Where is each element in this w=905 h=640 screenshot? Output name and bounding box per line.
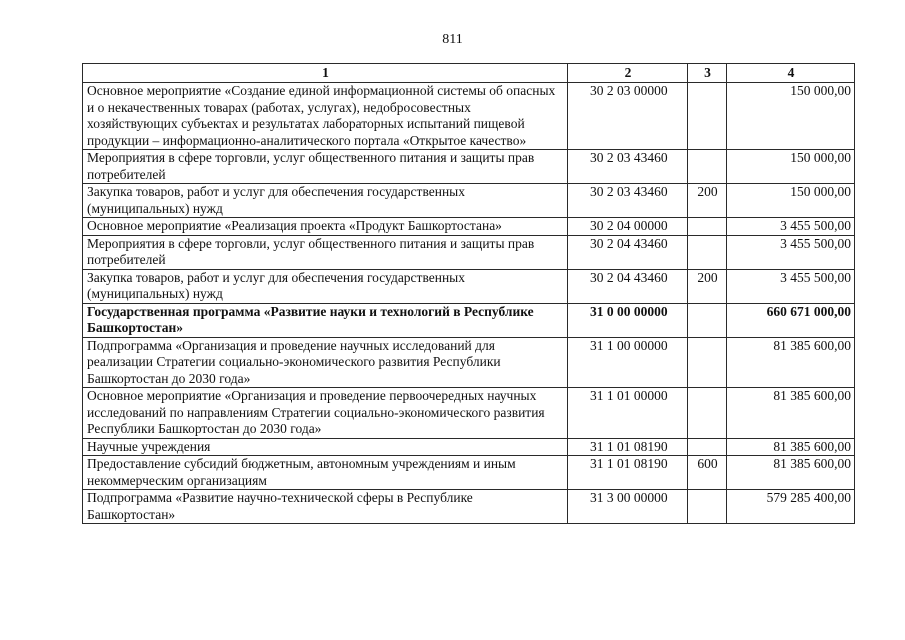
header-col-2: 2 <box>568 64 688 83</box>
row-name-cell: Предоставление субсидий бюджетным, автономным учреждениям и иным некоммерческим организациям <box>83 456 568 490</box>
row-code-cell: 30 2 04 00000 <box>568 218 688 236</box>
row-amount-cell: 660 671 000,00 <box>727 303 855 337</box>
row-name-cell: Мероприятия в сфере торговли, услуг общественного питания и защиты прав потребителей <box>83 150 568 184</box>
row-code-cell: 31 1 01 00000 <box>568 388 688 439</box>
table-row <box>83 388 855 439</box>
row-name-cell: Мероприятия в сфере торговли, услуг общественного питания и защиты прав потребителей <box>83 235 568 269</box>
row-name-cell: Основное мероприятие «Реализация проекта «Продукт Башкортостана» <box>83 218 568 236</box>
budget-table <box>82 63 855 524</box>
row-amount-cell: 3 455 500,00 <box>727 218 855 236</box>
row-code-cell: 30 2 04 43460 <box>568 269 688 303</box>
row-amount-cell: 3 455 500,00 <box>727 269 855 303</box>
row-amount-cell: 81 385 600,00 <box>727 438 855 456</box>
table-row <box>83 337 855 388</box>
row-kvr-cell <box>688 337 727 388</box>
row-amount-cell: 579 285 400,00 <box>727 490 855 524</box>
table-row <box>83 184 855 218</box>
row-kvr-cell: 600 <box>688 456 727 490</box>
row-code-cell: 31 1 01 08190 <box>568 456 688 490</box>
table-row <box>83 235 855 269</box>
table-row <box>83 456 855 490</box>
row-name-cell: Подпрограмма «Организация и проведение научных исследований для реализации Стратегии социально-экономического развития Республики Башкортостан до 2030 года» <box>83 337 568 388</box>
table-row <box>83 303 855 337</box>
table-row <box>83 490 855 524</box>
header-col-1: 1 <box>83 64 568 83</box>
row-kvr-cell <box>688 150 727 184</box>
header-col-4: 4 <box>727 64 855 83</box>
row-kvr-cell <box>688 235 727 269</box>
row-code-cell: 30 2 03 00000 <box>568 83 688 150</box>
row-name-cell: Закупка товаров, работ и услуг для обеспечения государственных (муниципальных) нужд <box>83 269 568 303</box>
row-kvr-cell <box>688 303 727 337</box>
row-code-cell: 30 2 04 43460 <box>568 235 688 269</box>
row-kvr-cell: 200 <box>688 184 727 218</box>
row-name-cell: Подпрограмма «Развитие научно-технической сферы в Республике Башкортостан» <box>83 490 568 524</box>
row-code-cell: 31 1 01 08190 <box>568 438 688 456</box>
header-col-3: 3 <box>688 64 727 83</box>
row-name-cell: Научные учреждения <box>83 438 568 456</box>
row-kvr-cell <box>688 388 727 439</box>
row-name-cell: Основное мероприятие «Организация и проведение первоочередных научных исследований по направлениям Стратегии социально-экономического развития Республики Башкортостан до 2030 года» <box>83 388 568 439</box>
page-number: 811 <box>442 32 463 47</box>
row-amount-cell: 81 385 600,00 <box>727 456 855 490</box>
row-kvr-cell <box>688 438 727 456</box>
row-amount-cell: 81 385 600,00 <box>727 337 855 388</box>
row-name-cell: Государственная программа «Развитие науки и технологий в Республике Башкортостан» <box>83 303 568 337</box>
table-row <box>83 150 855 184</box>
row-kvr-cell <box>688 83 727 150</box>
table-row <box>83 218 855 236</box>
row-amount-cell: 81 385 600,00 <box>727 388 855 439</box>
row-code-cell: 31 3 00 00000 <box>568 490 688 524</box>
table-row <box>83 438 855 456</box>
row-kvr-cell <box>688 218 727 236</box>
row-kvr-cell <box>688 490 727 524</box>
table-row <box>83 83 855 150</box>
row-amount-cell: 150 000,00 <box>727 184 855 218</box>
row-amount-cell: 150 000,00 <box>727 83 855 150</box>
table-row <box>83 269 855 303</box>
row-code-cell: 30 2 03 43460 <box>568 184 688 218</box>
row-code-cell: 31 0 00 00000 <box>568 303 688 337</box>
row-kvr-cell: 200 <box>688 269 727 303</box>
row-amount-cell: 3 455 500,00 <box>727 235 855 269</box>
row-code-cell: 30 2 03 43460 <box>568 150 688 184</box>
row-name-cell: Основное мероприятие «Создание единой информационной системы об опасных и о некачественных товарах (работах, услугах), недобросовестных хозяйствующих субъектах и результатах лабораторных испытаний пищевой продукции – информационно-аналитического портала «Открытое качество» <box>83 83 568 150</box>
row-amount-cell: 150 000,00 <box>727 150 855 184</box>
row-code-cell: 31 1 00 00000 <box>568 337 688 388</box>
header-row <box>83 64 855 83</box>
row-name-cell: Закупка товаров, работ и услуг для обеспечения государственных (муниципальных) нужд <box>83 184 568 218</box>
